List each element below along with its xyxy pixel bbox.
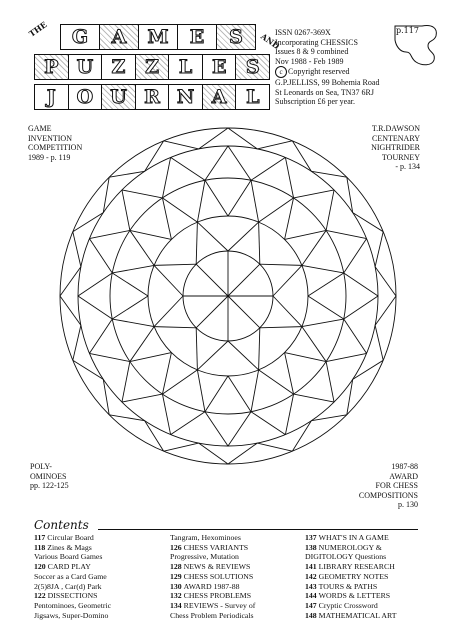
contents-entry <box>305 543 397 553</box>
board-edge <box>196 222 197 264</box>
contents-entry <box>34 552 111 562</box>
contents-entry-text: MATHEMATICAL ART <box>318 610 397 620</box>
board-edge <box>205 412 228 446</box>
contents-page-number: 130 <box>170 581 184 591</box>
board-edge <box>130 230 172 239</box>
board-edge <box>259 370 294 394</box>
board-edge <box>205 146 228 180</box>
contents-page-number: 117 <box>34 533 48 542</box>
masthead-letter: N <box>169 85 203 109</box>
masthead-letter: Z <box>102 55 136 79</box>
board-edge <box>285 157 293 197</box>
board-edge <box>112 273 148 296</box>
masthead-letter: M <box>139 25 178 49</box>
callout-line: - p. 134 <box>395 162 420 171</box>
board-edge <box>197 180 205 222</box>
board-edge <box>285 394 293 434</box>
callout-line: FOR CHESS <box>375 481 418 490</box>
contents-entry-text: Soccer as a Card Game <box>34 571 107 581</box>
contents-column-3 <box>305 533 397 620</box>
board-edge <box>308 273 344 296</box>
contents-page-number: 147 <box>305 600 319 610</box>
masthead-letter: P <box>35 55 69 79</box>
contents-entry-text: Progressive, Mutation <box>170 552 239 562</box>
board-edge <box>197 370 205 412</box>
contents-entry-text: 2(5)8JA , Car(d) Park <box>34 581 102 591</box>
callout-line: 1989 - p. 119 <box>28 152 71 162</box>
contents-entry-text: WHAT'S IN A GAME <box>318 533 389 542</box>
board-edge <box>302 319 344 327</box>
board-edge <box>89 230 129 238</box>
contents-entry-text: Chess Problem Periodicals <box>170 610 254 620</box>
contents-entry-text: REVIEWS - Survey of <box>183 600 256 610</box>
board-edge <box>259 328 260 370</box>
board-edge <box>162 198 197 222</box>
contents-entry <box>305 582 397 592</box>
contents-page-number: 138 <box>305 542 319 552</box>
contents-entry-text: DISSECTIONS <box>47 591 98 601</box>
board-edge <box>122 190 130 231</box>
callout-line: NIGHTRIDER <box>371 143 420 152</box>
board-edge <box>273 296 302 327</box>
board-edge <box>326 190 334 231</box>
contents-entry-text: Zines & Mags <box>47 542 92 552</box>
contents-entry <box>305 601 397 611</box>
callout-line: GAME <box>28 124 52 133</box>
contents-entry <box>305 591 397 601</box>
callout-line: COMPOSITIONS <box>358 490 418 500</box>
board-edge <box>154 264 196 265</box>
contents-entry-text: NEWS & REVIEWS <box>183 562 251 572</box>
contents-page-number: 134 <box>170 600 184 610</box>
contents-entry-text: Pentominoes, Geometric <box>34 600 112 610</box>
contents-entry <box>34 582 111 592</box>
masthead-row-games <box>60 24 256 50</box>
contents-entry-text: CHESS SOLUTIONS <box>183 571 254 581</box>
callout-line: p. 130 <box>398 500 418 509</box>
masthead-letter: U <box>69 55 103 79</box>
contents-page-number: 137 <box>305 533 319 542</box>
board-edge <box>257 141 292 149</box>
board-edge <box>251 370 259 412</box>
circular-board <box>58 126 398 466</box>
board-edge <box>154 327 196 328</box>
board-edge <box>89 239 112 273</box>
masthead-letter: L <box>246 86 260 108</box>
board-edge <box>251 157 285 180</box>
board-edge <box>162 394 170 434</box>
contents-page-number: 126 <box>170 542 184 552</box>
masthead-letter: R <box>136 85 170 109</box>
publisher: G.P.JELLISS, 99 Bohemia Road <box>275 78 380 87</box>
contents-entry-text: Jigsaws, Super-Domino <box>34 610 109 620</box>
masthead-letter: E <box>178 25 217 49</box>
callout-line: OMINOES <box>30 471 67 481</box>
contents-page-number: 128 <box>170 562 184 572</box>
board-edge <box>273 265 302 296</box>
board-edge <box>164 141 199 149</box>
board-edge <box>164 443 199 451</box>
board-edge <box>73 232 81 267</box>
board-spoke <box>196 296 228 328</box>
contents-page-number: 144 <box>305 591 319 601</box>
board-edge <box>251 412 285 435</box>
board-edge <box>228 376 251 412</box>
callout-line: CENTENARY <box>372 133 420 143</box>
issues: Issues 8 & 9 combined <box>275 47 349 56</box>
board-edge <box>285 353 294 395</box>
board-edge <box>375 232 383 267</box>
board-edge <box>78 296 112 319</box>
board-edge <box>122 394 163 402</box>
board-edge <box>259 222 260 264</box>
contents-page-number: 120 <box>34 562 48 572</box>
contents-page-number: 132 <box>170 591 184 601</box>
issn: ISSN 0267-369X <box>275 28 331 37</box>
board-edge <box>196 328 197 370</box>
masthead-letter: U <box>102 85 136 109</box>
contents-entry-text: Various Board Games <box>34 552 103 562</box>
contents-entry <box>34 601 111 611</box>
callout-line: T.R.DAWSON <box>371 124 420 133</box>
board-edge <box>197 222 228 251</box>
contents-entry-text: Tangram, Hexominoes <box>170 533 241 542</box>
contents-entry <box>34 543 111 553</box>
masthead-prefix: THE <box>26 19 49 39</box>
masthead-letter: S <box>217 25 255 49</box>
board-edge <box>171 157 205 180</box>
board-edge <box>302 327 326 362</box>
board-edge <box>89 353 129 361</box>
board-edge <box>326 362 334 403</box>
board-edge <box>344 296 378 319</box>
contents-entry-text: Circular Board <box>47 533 94 542</box>
board-edge <box>154 296 183 327</box>
board-edge <box>260 264 302 265</box>
board-edge <box>251 180 259 222</box>
subscription: Subscription £6 per year. <box>275 97 355 106</box>
contents-title: Contents <box>34 518 89 532</box>
masthead-letter: E <box>203 55 237 79</box>
contents-page-number: 118 <box>34 542 48 552</box>
contents-page-number: 129 <box>170 571 184 581</box>
board-edge <box>260 327 302 328</box>
board-edge <box>112 319 154 327</box>
callout-line: pp. 122-125 <box>30 481 69 490</box>
address: St Leonards on Sea, TN37 6RJ <box>275 87 374 97</box>
contents-column-2 <box>170 533 255 620</box>
board-edge <box>154 265 183 296</box>
copyright: Copyright reserved <box>288 67 350 76</box>
contents-rule <box>98 529 418 530</box>
board-edge <box>344 273 378 296</box>
board-edge <box>285 198 294 240</box>
contents-entry-text: CHESS VARIANTS <box>183 542 249 552</box>
contents-entry-text: CARD PLAY <box>47 562 91 572</box>
board-edge <box>285 230 327 239</box>
board-edge <box>205 180 228 216</box>
board-edge <box>302 230 326 265</box>
board-edge <box>302 265 344 273</box>
masthead-letter: G <box>61 25 100 49</box>
board-edge <box>228 341 259 370</box>
board-spoke <box>228 296 260 328</box>
contents-column-1 <box>34 533 111 620</box>
contents-entry <box>170 552 255 562</box>
board-edge <box>228 222 259 251</box>
masthead-letter: O <box>69 85 103 109</box>
dates: Nov 1988 - Feb 1989 <box>275 56 344 66</box>
board-edge <box>294 394 335 402</box>
contents-page-number: 148 <box>305 610 319 620</box>
board-edge <box>344 239 367 273</box>
callout-line: INVENTION <box>28 133 72 143</box>
contents-entry <box>305 533 397 543</box>
board-edge <box>162 370 197 394</box>
board-edge <box>122 190 163 198</box>
board-edge <box>112 265 154 273</box>
contents-page-number: 122 <box>34 591 48 601</box>
contents-entry-text: CHESS PROBLEMS <box>183 591 252 601</box>
contents-entry <box>170 533 255 543</box>
callout-line: POLY- <box>30 462 52 471</box>
contents-entry <box>170 601 255 611</box>
board-edge <box>228 146 251 180</box>
masthead-row-journal <box>34 84 270 110</box>
contents-entry <box>170 591 255 601</box>
contents-entry-text: DIGITOLOGY Questions <box>305 552 387 562</box>
callout-award <box>322 462 418 510</box>
board-edge <box>73 325 81 360</box>
masthead-letter: A <box>203 85 237 109</box>
board-edge <box>285 353 327 362</box>
board-edge <box>308 296 344 319</box>
board-spoke <box>228 264 260 296</box>
contents-entry <box>170 611 255 621</box>
masthead-letter: A <box>100 25 139 49</box>
contents-entry <box>305 572 397 582</box>
board-edge <box>89 319 112 353</box>
masthead <box>20 19 282 116</box>
contents-entry <box>170 543 255 553</box>
board-edge <box>228 180 251 216</box>
callout-line: TOURNEY <box>381 152 420 162</box>
callout-nightrider-tourney <box>330 124 420 172</box>
masthead-letter: L <box>169 55 203 79</box>
callout-line: 1987-88 <box>391 462 418 471</box>
masthead-letter: J <box>35 85 69 109</box>
masthead-joiner: AND <box>258 31 282 51</box>
board-edge <box>112 296 148 319</box>
contents-page-number: 142 <box>305 571 319 581</box>
contents-entry-text: NUMEROLOGY & <box>318 542 382 552</box>
contents-entry-text: LIBRARY RESEARCH <box>318 562 395 572</box>
callout-line: COMPETITION <box>28 143 83 152</box>
contents-entry <box>34 611 111 621</box>
contents-entry <box>34 572 111 582</box>
callout-polyominoes <box>30 462 90 491</box>
board-edge <box>326 353 366 361</box>
masthead-letter: S <box>236 55 269 79</box>
callout-game-invention <box>28 124 108 162</box>
board-edge <box>259 198 294 222</box>
contents-entry <box>170 582 255 592</box>
board-edge <box>326 230 366 238</box>
board-edge <box>344 319 367 353</box>
contents-entry-text: Cryptic Crossword <box>318 600 378 610</box>
contents-entry <box>305 552 397 562</box>
contents-page-number: 141 <box>305 562 319 572</box>
board-spoke <box>196 264 228 296</box>
board-edge <box>162 198 171 240</box>
contents-page-number: 143 <box>305 581 319 591</box>
board-edge <box>375 325 383 360</box>
contents-entry-text: TOURS & PATHS <box>318 581 378 591</box>
board-edge <box>130 230 154 265</box>
board-edge <box>78 273 112 296</box>
board-edge <box>257 443 292 451</box>
board-edge <box>205 376 228 412</box>
contents-entry <box>305 611 397 621</box>
contents-entry <box>34 591 111 601</box>
masthead-row-puzzles <box>34 54 270 80</box>
callout-line: AWARD <box>389 471 418 481</box>
board-edge <box>228 412 251 446</box>
contents-entry-text: AWARD 1987-88 <box>183 581 240 591</box>
contents-entry <box>34 533 111 543</box>
copyright-symbol: c <box>275 66 287 78</box>
board-edge <box>171 412 205 435</box>
board-edge <box>130 327 154 362</box>
incorporating: Incorporating CHESSICS <box>275 37 358 47</box>
contents-entry <box>170 572 255 582</box>
contents-entry-text: GEOMETRY NOTES <box>318 571 389 581</box>
board-edge <box>130 353 172 362</box>
contents-entry <box>34 562 111 572</box>
board-edge <box>294 190 335 198</box>
contents-entry-text: WORDS & LETTERS <box>318 591 391 601</box>
board-edge <box>197 341 228 370</box>
contents-entry <box>305 562 397 572</box>
page-label: p.117 <box>396 26 419 35</box>
masthead-letter: Z <box>136 55 170 79</box>
board-edge <box>122 362 130 403</box>
board-edge <box>162 157 170 197</box>
contents-entry <box>170 562 255 572</box>
board-edge <box>162 353 171 395</box>
